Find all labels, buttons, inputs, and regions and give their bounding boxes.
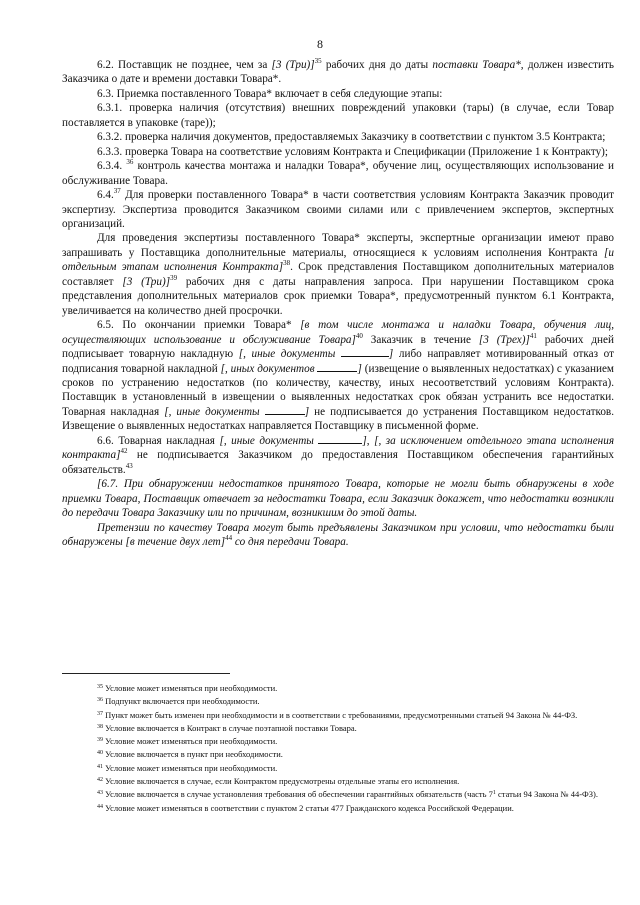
paragraph-6-4: 6.4.37 Для проверки поставленного Товара* в части соответствия условиям Контракта Заказчик проводит экспертизу. Экспертиза проводится Заказчиком своими силами или с привлечением экспертов, экспертных организаций. — [62, 187, 614, 230]
paragraph-6-3-4: 6.3.4. $^{36}$ контроль качества монтажа и наладки Товара*, обучение лиц, осуществляющих использование и обслуживание Товара. — [62, 158, 615, 187]
paragraph-6-3: 6.3. Приемка поставленного Товара* включает в себя следующие этапы: — [97, 87, 443, 100]
footnote: $^{41}$ Условие может изменяться при необходимости. — [97, 762, 278, 773]
footnote: $^{40}$ Условие включается в пункт при необходимости. — [97, 749, 283, 760]
footnote-separator — [62, 673, 230, 674]
paragraph-6-7: [6.7. При обнаружении недостатков принятого Товара, которые не могли быть обнаружены в ходе приемки Товара, Поставщик отвечает за недостатки Товара, если Заказчик докажет, что недостатки возникли до передачи Товара Заказчику или по причинам, возникшим до этой даты. — [62, 478, 614, 520]
footnote: $^{38}$ Условие включается в Контракт в случае поэтапной поставки Товара. — [97, 722, 357, 733]
paragraph-6-5: 6.5. По окончании приемки Товара* [в том числе монтажа и наладки Товара, обучения лиц, осуществляющих использование и обслуживание Товара]$^{40}$ Заказчик в течение [3 (Трех)]$^{41}$ рабочих дней подписывает товарную накладную [, иные документы ] либо направляет мотивированный отказ от подписания товарной накладной [, иных документов ] (извещение о выявленных недостатках) с указанием сроков по устранению недостатков (по количеству, качеству, иных несоответствий условиям Контракта). Поставщик в установленный в извещении о выявленных недостатках срок обязан устранить все недостатки. Товарная накладная [, иные документы ] не подписывается до устранения Поставщиком недостатков. Извещение о выявленных недостатках направляется Поставщику в письменной форме. — [62, 319, 615, 433]
footnote: $^{42}$ Условие включается в случае, если Контрактом предусмотрены отдельные этапы его исполнения. — [97, 776, 460, 787]
footnote: $^{39}$ Условие может изменяться при необходимости. — [97, 736, 278, 747]
blank-line — [318, 434, 362, 444]
blank-line — [317, 362, 357, 372]
page-number: 8 — [317, 37, 323, 51]
footnote: $^{37}$ Пункт может быть изменен при необходимости и в соответствии с требованиями, предусмотренными статьей 94 Закона № 44-ФЗ. — [97, 709, 578, 720]
paragraph-6-3-2: 6.3.2. проверка наличия документов, предоставляемых Заказчику в соответствии с пунктом 3.5 Контракта; — [97, 131, 606, 144]
footnote: $^{43}$ Условие включается в случае установления требования об обеспечении гарантийных обязательств (часть $7^1$ статьи 94 Закона № 44-ФЗ). — [97, 789, 598, 800]
paragraph-6-2: 6.2. Поставщик не позднее, чем за [3 (Три)]$^{35}$ рабочих дня до даты поставки Товара*, должен известить Заказчика о дате и времени доставки Товара*. — [62, 57, 614, 86]
footnote: $^{35}$ Условие может изменяться при необходимости. — [97, 683, 278, 693]
blank-line — [341, 347, 389, 357]
footnotes — [62, 682, 614, 815]
paragraph-claims: Претензии по качеству Товара могут быть предъявлены Заказчиком при условии, что недостатки были обнаружены [в течение двух лет]$^{44}$ со дня передачи Товара. — [62, 521, 614, 548]
paragraph-6-6: 6.6. Товарная накладная [, иные документы ], [, за исключением отдельного этапа исполнения контракта]$^{42}$ не подписывается Заказчиком до предоставления Поставщиком обеспечения гарантийных обязательств.$^{43}$ — [62, 434, 615, 476]
footnote: $^{36}$ Подпункт включается при необходимости. — [97, 696, 260, 707]
blank-line — [265, 405, 305, 415]
footnote: $^{44}$ Условие может изменяться в соответствии с пунктом 2 статьи 477 Гражданского кодекса Российской Федерации. — [97, 802, 514, 813]
document-body — [62, 58, 614, 549]
paragraph-6-4-expertise: Для проведения экспертизы поставленного Товара* эксперты, экспертные организации имеют право запрашивать у Поставщика дополнительные материалы, относящиеся к условиям исполнения Контракта [и отдельным этапам исполнения Контракта]$^{38}$. Срок представления Поставщиком дополнительных материалов составляет [3 (Три)]$^{39}$ рабочих дня с даты направления запроса. При нарушении Поставщиком срока представления дополнительных материалов срок приемки Товара*, предусмотренный пунктом 6.1 Контракта, увеличивается на количество дней просрочки. — [62, 232, 615, 317]
paragraph-6-3-1: 6.3.1. проверка наличия (отсутствия) внешних повреждений упаковки (тары) (в случае, если Товар поставляется в упаковке (таре)); — [62, 102, 614, 129]
paragraph-6-3-3: 6.3.3. проверка Товара на соответствие условиям Контракта и Спецификации (Приложение 1 к Контракту); — [97, 145, 609, 158]
